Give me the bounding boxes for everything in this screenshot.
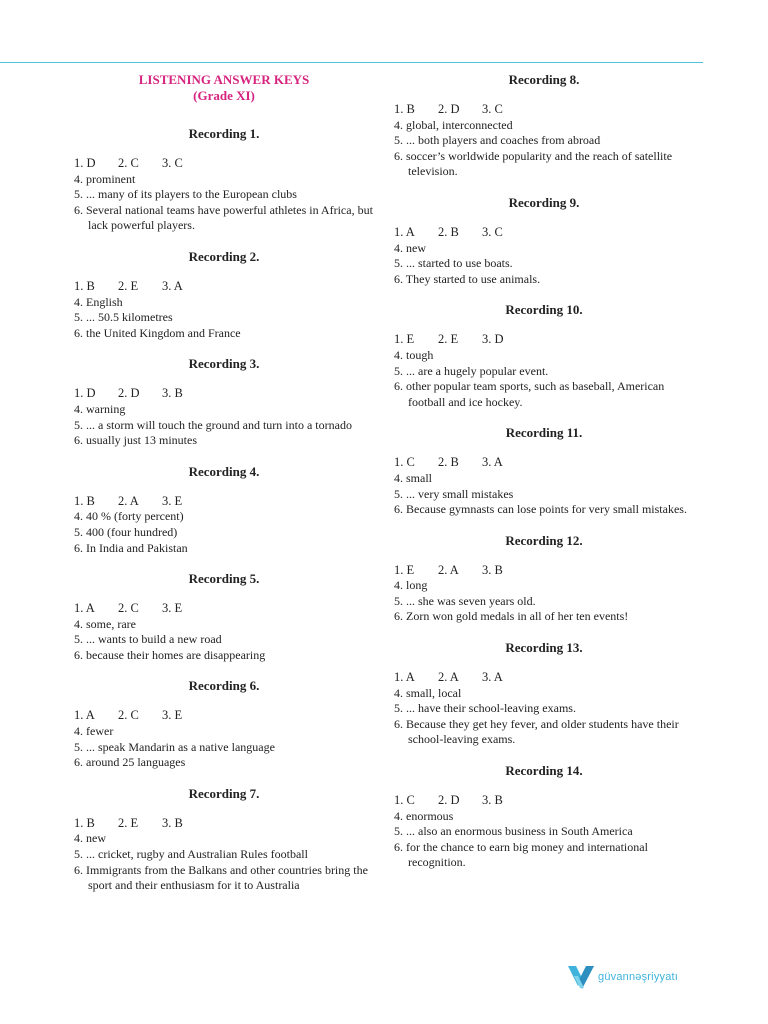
- mc-answer: 3. C: [482, 224, 503, 239]
- recording-section: [74, 786, 374, 894]
- answer-line: 4. new: [74, 831, 106, 846]
- answer-line: 5. ... 50.5 kilometres: [74, 310, 173, 325]
- multiple-choice-answers: [74, 708, 374, 724]
- mc-answer: 1. A: [74, 601, 95, 616]
- answer-list: [74, 816, 374, 894]
- recording-section: [74, 126, 374, 234]
- answer-line: 6. the United Kingdom and France: [74, 325, 241, 340]
- mc-answer: 3. B: [482, 562, 503, 577]
- answer-list: [394, 332, 694, 410]
- answer-list: [394, 563, 694, 625]
- answer-line: 6. Several national teams have powerful athletes in Africa, but lack powerful players.: [74, 202, 373, 233]
- answer-line: 4. fewer: [74, 724, 114, 739]
- mc-answer: 1. B: [74, 278, 95, 293]
- mc-answer: 3. B: [162, 386, 183, 401]
- answer-line: 5. ... have their school-leaving exams.: [394, 701, 576, 716]
- multiple-choice-answers: [394, 225, 694, 241]
- multiple-choice-answers: [394, 563, 694, 579]
- multiple-choice-answers: [394, 455, 694, 471]
- recording-heading: Recording 5.: [188, 571, 260, 587]
- multiple-choice-answers: [74, 279, 374, 295]
- answer-line: 5. ... wants to build a new road: [74, 632, 222, 647]
- answer-list: [74, 156, 374, 234]
- mc-answer: 3. C: [162, 156, 183, 170]
- recording-section: [74, 249, 374, 341]
- answer-line: 4. enormous: [394, 808, 454, 823]
- mc-answer: 2. A: [438, 562, 459, 577]
- mc-answer: 1. C: [394, 455, 415, 470]
- recording-section: [74, 464, 374, 556]
- answer-line: 5. ... started to use boats.: [394, 256, 513, 271]
- answer-line: 4. small: [394, 470, 432, 485]
- mc-answer: 1. B: [74, 493, 95, 508]
- answer-line: 6. for the chance to earn big money and international recognition.: [394, 839, 648, 870]
- answer-line: 5. ... also an enormous business in South America: [394, 824, 633, 839]
- recording-section: [74, 356, 374, 448]
- answer-line: 6. other popular team sports, such as baseball, American football and ice hockey.: [394, 379, 665, 409]
- multiple-choice-answers: [394, 793, 694, 809]
- mc-answer: 1. B: [74, 815, 95, 830]
- recording-section: [394, 425, 694, 517]
- recording-section: [394, 763, 694, 871]
- mc-answer: 2. E: [438, 332, 459, 347]
- recording-heading: Recording 6.: [188, 678, 260, 694]
- answer-line: 6. Because gymnasts can lose points for very small mistakes.: [394, 502, 687, 517]
- answer-line: 6. usually just 13 minutes: [74, 433, 197, 448]
- recording-section: [394, 302, 694, 410]
- multiple-choice-answers: [394, 102, 694, 118]
- mc-answer: 3. E: [162, 601, 183, 616]
- answer-line: 4. warning: [74, 401, 126, 416]
- answer-list: [394, 225, 694, 287]
- recording-heading: Recording 8.: [508, 72, 580, 87]
- publisher-logo-icon: [566, 962, 596, 992]
- recording-heading: Recording 9.: [508, 194, 580, 210]
- answer-line: 5. ... speak Mandarin as a native language: [74, 739, 275, 754]
- answer-list: [74, 279, 374, 341]
- recording-section: [394, 72, 694, 180]
- answer-line: 4. small, local: [394, 685, 462, 700]
- answer-list: [394, 793, 694, 871]
- top-rule: [0, 62, 703, 63]
- mc-answer: 3. A: [482, 455, 503, 470]
- answer-line: 6. around 25 languages: [74, 755, 186, 770]
- mc-answer: 2. D: [118, 386, 140, 401]
- mc-answer: 3. E: [162, 493, 183, 508]
- recording-heading: Recording 3.: [188, 356, 260, 372]
- recording-section: [394, 640, 694, 748]
- answer-line: 4. some, rare: [74, 616, 136, 631]
- mc-answer: 2. C: [118, 601, 139, 616]
- mc-answer: 2. A: [118, 493, 139, 508]
- publisher-logo: [566, 962, 678, 992]
- answer-line: 6. because their homes are disappearing: [74, 647, 266, 662]
- mc-answer: 1. A: [394, 670, 415, 685]
- answer-list: [74, 386, 374, 448]
- mc-answer: 1. C: [394, 793, 415, 808]
- answer-line: 6. They started to use animals.: [394, 271, 541, 286]
- recording-heading: Recording 1.: [188, 126, 260, 141]
- answer-line: 4. long: [394, 578, 428, 593]
- multiple-choice-answers: [394, 332, 694, 348]
- mc-answer: 2. B: [438, 455, 459, 470]
- answer-list: [74, 708, 374, 770]
- answer-line: 5. ... a storm will touch the ground and turn into a tornado: [74, 417, 352, 432]
- mc-answer: 2. D: [438, 793, 460, 808]
- answer-list: [74, 601, 374, 663]
- multiple-choice-answers: [74, 601, 374, 617]
- answer-line: 5. 400 (four hundred): [74, 524, 178, 539]
- recording-heading: Recording 13.: [505, 640, 583, 656]
- mc-answer: 3. B: [162, 815, 183, 830]
- right-column: [394, 66, 694, 871]
- answer-line: 4. global, interconnected: [394, 117, 513, 132]
- answer-line: 5. ... both players and coaches from abroad: [394, 133, 601, 148]
- recording-heading: Recording 4.: [188, 463, 260, 479]
- mc-answer: 2. E: [118, 815, 139, 830]
- recording-section: [394, 533, 694, 625]
- mc-answer: 2. B: [438, 224, 459, 239]
- answer-line: 6. Zorn won gold medals in all of her ten events!: [394, 609, 629, 624]
- multiple-choice-answers: [74, 156, 374, 172]
- answer-line: 4. new: [394, 240, 426, 255]
- recording-section: [74, 571, 374, 663]
- title-line-2: (Grade XI): [193, 88, 255, 103]
- answer-line: 6. In India and Pakistan: [74, 540, 188, 555]
- answer-line: 4. 40 % (forty percent): [74, 509, 184, 524]
- mc-answer: 2. C: [118, 156, 139, 170]
- multiple-choice-answers: [394, 670, 694, 686]
- document-title: [74, 72, 374, 104]
- multiple-choice-answers: [74, 816, 374, 832]
- answer-list: [394, 102, 694, 180]
- answer-line: 4. tough: [394, 347, 434, 362]
- mc-answer: 2. A: [438, 670, 459, 685]
- mc-answer: 2. D: [438, 102, 460, 116]
- recording-heading: Recording 7.: [188, 785, 260, 801]
- recording-heading: Recording 12.: [505, 532, 583, 548]
- publisher-logo-text: güvannəşriyyatı: [598, 971, 679, 983]
- recording-section: [394, 195, 694, 287]
- answer-line: 6. Because they get hey fever, and older students have their school-leaving exams.: [394, 716, 679, 747]
- mc-answer: 3. C: [482, 102, 503, 116]
- mc-answer: 1. D: [74, 386, 96, 401]
- answer-list: [74, 494, 374, 556]
- mc-answer: 3. E: [162, 708, 183, 723]
- mc-answer: 3. A: [482, 670, 503, 685]
- mc-answer: 1. A: [74, 708, 95, 723]
- mc-answer: 1. E: [394, 562, 415, 577]
- mc-answer: 1. D: [74, 156, 96, 170]
- answer-list: [394, 455, 694, 517]
- answer-list: [394, 670, 694, 748]
- mc-answer: 1. B: [394, 102, 415, 116]
- answer-line: 4. English: [74, 294, 123, 309]
- mc-answer: 1. E: [394, 332, 415, 347]
- mc-answer: 2. E: [118, 278, 139, 293]
- left-column: [74, 66, 374, 894]
- mc-answer: 2. C: [118, 708, 139, 723]
- mc-answer: 3. A: [162, 278, 183, 293]
- multiple-choice-answers: [74, 386, 374, 402]
- mc-answer: 1. A: [394, 224, 415, 239]
- answer-line: 5. ... very small mistakes: [394, 486, 514, 501]
- recording-heading: Recording 2.: [188, 248, 260, 264]
- answer-line: 5. ... are a hugely popular event.: [394, 363, 549, 378]
- recording-heading: Recording 14.: [505, 763, 583, 779]
- mc-answer: 3. D: [482, 332, 504, 347]
- answer-line: 6. soccer’s worldwide popularity and the reach of satellite television.: [394, 148, 673, 179]
- answer-line: 5. ... many of its players to the European clubs: [74, 187, 297, 202]
- multiple-choice-answers: [74, 494, 374, 510]
- answer-line: 5. ... cricket, rugby and Australian Rules football: [74, 847, 308, 862]
- title-line-1: LISTENING ANSWER KEYS: [138, 72, 310, 87]
- answer-line: 5. ... she was seven years old.: [394, 593, 536, 608]
- recording-heading: Recording 10.: [505, 302, 583, 318]
- answer-line: 4. prominent: [74, 171, 136, 186]
- recording-section: [74, 678, 374, 770]
- mc-answer: 3. B: [482, 793, 503, 808]
- recording-heading: Recording 11.: [505, 425, 583, 441]
- answer-line: 6. Immigrants from the Balkans and other countries bring the sport and their enthusiasm for it to Australia: [74, 862, 368, 893]
